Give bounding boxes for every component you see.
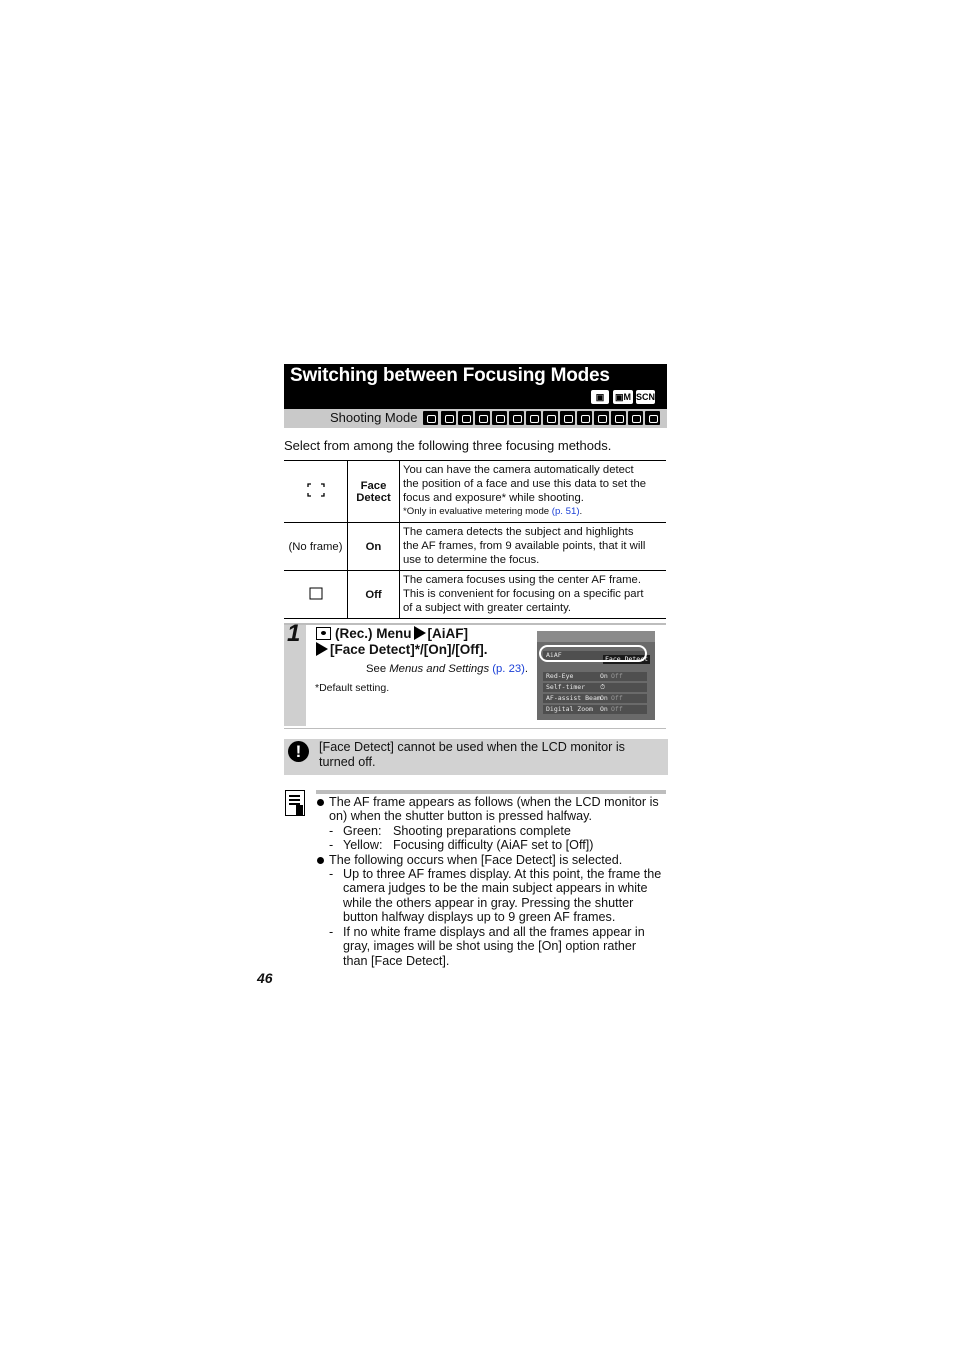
lcd-row-aiaf: AiAF Face Detect [543,651,647,660]
warning-text: [Face Detect] cannot be used when the LCD monitor is turned off. [319,740,625,769]
dash: - [329,824,334,838]
mode-name: Face Detect [348,461,400,523]
note-text: camera judges to be the main subject appears in white [343,881,648,895]
table-row [284,523,666,571]
dash: - [329,838,334,852]
step-number: 1 [287,620,301,647]
notes-rule [316,790,666,794]
face-frame-icon [284,461,348,523]
lcd-screen [537,631,655,720]
page-number: 46 [257,970,273,986]
center-frame-icon [284,571,348,619]
intro-text: Select from among the following three focusing methods. [284,438,612,453]
mode-foliage-icon [560,411,575,425]
see-reference: See Menus and Settings (p. 23). [366,663,529,675]
mode-fireworks-icon [611,411,626,425]
lcd-tab-bar [537,631,655,642]
bullet-icon [317,857,324,864]
dash: - [329,925,334,939]
caution-icon: ! [288,741,309,762]
camera-auto-icon: ▣ [591,390,609,404]
mode-name: Off [348,571,400,619]
focus-mode-table [284,460,666,619]
mode-auto-icon [423,411,438,425]
default-note: *Default setting. [315,682,390,694]
mode-snow-icon [577,411,592,425]
lcd-row-af-assist: AF-assist Beam On Off [543,694,647,703]
mode-manual-icon [441,411,456,425]
mode-aquarium-icon [628,411,643,425]
note-text: The AF frame appears as follows (when the LCD monitor is [329,795,659,809]
note-text: gray, images will be shot using the [On] option rather [343,939,637,953]
rec-menu-icon [316,627,331,640]
mode-landscape-icon [475,411,490,425]
note-text: button halfway displays up to 9 green AF frames. [343,910,616,924]
step-instruction-line1: (Rec.) Menu [AiAF] [316,626,468,641]
page-link[interactable]: (p. 23) [492,663,525,675]
lcd-row-self-timer: Self-timer ⏱ [543,683,647,692]
note-text: If no white frame displays and all the frames appear in [343,925,645,939]
mode-description: The camera detects the subject and highlights the AF frames, from 9 available points, that it will use to determine the focus. [400,523,667,571]
note-key: Green: [343,824,382,838]
note-key: Yellow: [343,838,383,852]
mode-underwater-icon [645,411,660,425]
table-row [284,571,666,619]
step-instruction-line2: [Face Detect]*/[On]/[Off]. [316,642,488,657]
lcd-highlight [539,645,647,662]
table-row [284,461,666,523]
arrow-right-icon [414,626,426,640]
page-link[interactable]: (p. 51) [551,506,580,517]
mode-kids-icon [526,411,541,425]
lcd-row-red-eye: Red-Eye On Off [543,672,647,681]
note-text: than [Face Detect]. [343,954,450,968]
note-text: Focusing difficulty (AiAF set to [Off]) [393,838,594,852]
arrow-right-icon [316,642,328,656]
mode-indoor-icon [543,411,558,425]
note-text: on) when the shutter button is pressed halfway. [329,809,592,823]
note-text: The following occurs when [Face Detect] is selected. [329,853,623,867]
shooting-mode-label: Shooting Mode [330,410,418,425]
bullet-icon [317,799,324,806]
lcd-row-digital-zoom: Digital Zoom On Off [543,705,647,714]
scn-badge: SCN [636,392,656,402]
note-text: Up to three AF frames display. At this point, the frame the [343,867,662,881]
mode-night-icon [509,411,524,425]
note-icon [285,790,305,816]
mode-portrait-icon [458,411,473,425]
dash: - [329,867,334,881]
mode-sports-icon [492,411,507,425]
note-text: Shooting preparations complete [393,824,571,838]
mode-description: The camera focuses using the center AF frame. This is convenient for focusing on a specific part of a subject with greater certainty. [400,571,667,619]
mode-beach-icon [594,411,609,425]
camera-manual-icon: ▣M [614,392,631,402]
mode-name: On [348,523,400,571]
page-title: Switching between Focusing Modes [290,365,610,386]
mode-description: You can have the camera automatically detect the position of a face and use this data to set the focus and exposure* while shooting. *Only in evaluative metering mode (p. 51). [400,461,667,523]
note-text: while the others appear in gray. Pressing the shutter [343,896,634,910]
no-frame-label: (No frame) [284,523,348,571]
